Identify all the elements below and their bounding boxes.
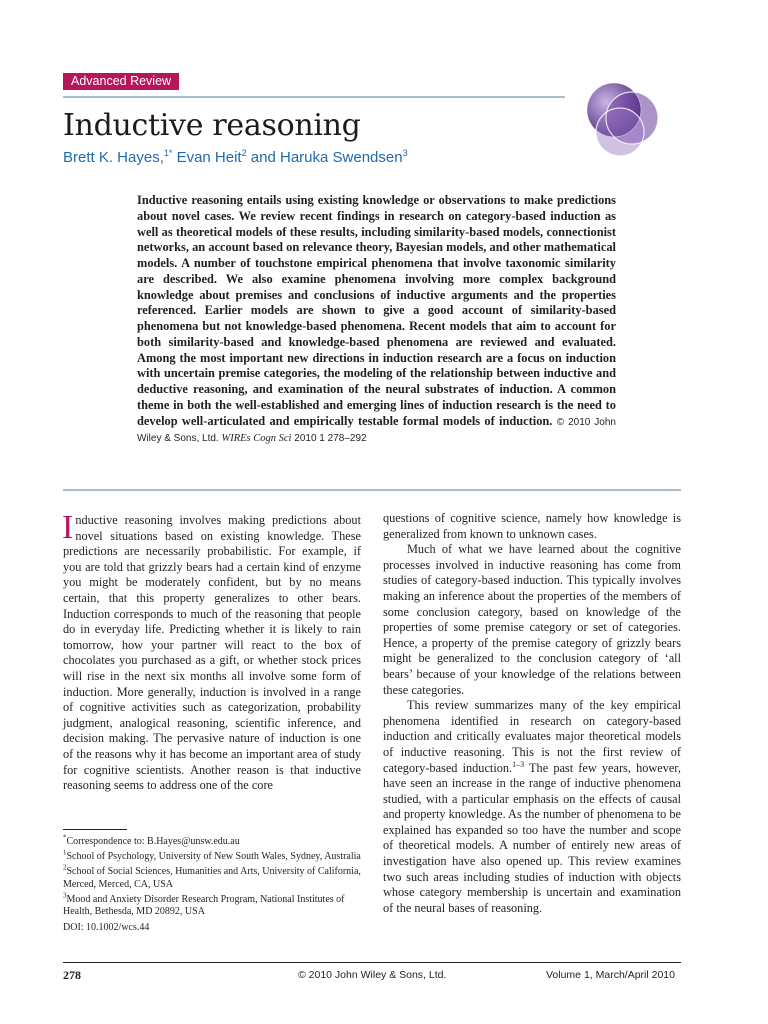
- article-title: Inductive reasoning: [63, 108, 361, 143]
- footnote-rule: [63, 829, 127, 830]
- body-paragraph: Much of what we have learned about the cognitive processes involved in inductive reasoning has come from studies of category-based induction. This typically involves making an inference about the properties of the members of some conclusion category, based on knowledge of the properties of some premise category or set of categories. Hence, a property of the premise category of grizzly bears might be generalized to the conclusion category of ‘all bears’ because of your knowledge of the relations between these categories.: [383, 542, 681, 697]
- author-conjunction: and: [250, 149, 276, 166]
- body-column-left: [62, 509, 361, 794]
- abstract-journal: WIREs Cogn Sci: [221, 433, 292, 445]
- footnotes: [63, 833, 361, 937]
- header-rule: [63, 96, 565, 98]
- footnote-doi: DOI: 10.1002/wcs.44: [63, 921, 150, 933]
- author-swendsen: Haruka Swendsen: [280, 149, 403, 166]
- author-hayes-affil: 1*: [163, 148, 173, 158]
- body-text: The past few years, however, have seen an increase in the range of inductive phenomena studied, with a particular emphasis on the effects of causal and property knowledge. As the number of phenomena to be explained has expanded so too have the number and scope of theoretical models. A number of entirely new areas of investigation have also opened up. This review examines two such areas including studies of induction with objects whose category membership is uncertain and examination of the neural bases of reasoning.: [383, 760, 681, 915]
- footnote-affiliation-3: $^3$Mood and Anxiety Disorder Research Program, National Institutes of Health, Bethesda, MD 20892, USA: [63, 891, 345, 918]
- abstract-copyright: © 2010 John Wiley & Sons, Ltd.: [137, 416, 616, 445]
- author-heit: Evan Heit: [176, 149, 242, 166]
- journal-logo-icon: [580, 80, 670, 160]
- footer-volume: Volume 1, March/April 2010: [546, 969, 675, 981]
- footnote-affiliation-2: $^2$School of Social Sciences, Humanities and Arts, University of California, Merced, Merced, CA, USA: [63, 863, 361, 890]
- body-paragraph: questions of cognitive science, namely how knowledge is generalized from known to unknown cases.: [383, 511, 681, 541]
- abstract-volume-pages: 2010 1 278–292: [294, 433, 367, 445]
- page-number: 278: [63, 968, 81, 982]
- drop-cap: I: [62, 509, 74, 546]
- abstract-rule: [63, 489, 681, 491]
- abstract: [137, 193, 616, 447]
- body-paragraph: nductive reasoning involves making predictions about novel situations based on existing knowledge. These predictions are necessarily probabilistic. For example, if you are told that grizzly bears had a certain kind of enzyme you might be moderately confident, but by no means certain, that this property generalizes to other bears. Induction corresponds to much of the reasoning that people do in everyday life. Predicting whether it is likely to rain tomorrow, how your partner will react to the box of chocolates you purchased as a gift, or whether stock prices will rise in the next six months all involve some form of induction. More generally, induction is involved in a range of cognitive activities such as categorization, probability judgment, analogical reasoning, scientific inference, and decision making. The pervasive nature of induction is one of the reasons why it has become an important area of study for cognitive scientists. Another reason is that inductive reasoning seems to address one of the core: [63, 513, 361, 793]
- author-swendsen-affil: 3: [402, 148, 408, 158]
- citation-superscript: 1–3: [512, 759, 525, 769]
- footer-rule: [63, 962, 681, 963]
- abstract-text: Inductive reasoning entails using existing knowledge or observations to make predictions about novel cases. We review recent findings in research on category-based induction as well as theoretical models of these results, including similarity-based models, connectionist networks, an account based on relevance theory, Bayesian models, and other mathematical models. A number of touchstone empirical phenomena that involve taxonomic similarity are described. We also examine phenomena involving more complex background knowledge about premises and conclusions of inductive arguments and the properties referenced. Earlier models are shown to give a good account of similarity-based phenomena but not knowledge-based phenomena. Recent models that aim to account for both similarity-based and knowledge-based phenomena are reviewed and evaluated. Among the most important new directions in induction research are a focus on induction with uncertain premise categories, the modeling of the relationship between inductive and deductive reasoning, and examination of the neural substrates of induction. A common theme in both the well-established and emerging lines of induction research is the need to develop well-articulated and empirically testable formal models of induction.: [137, 193, 616, 428]
- body-paragraph: [383, 698, 681, 916]
- author-hayes: Brett K. Hayes,: [63, 149, 164, 166]
- author-line: [63, 148, 408, 168]
- body-column-right: [383, 511, 681, 916]
- body-text: This review summarizes many of the key empirical phenomena identified in research on category-based induction and critically evaluates major theoretical models of inductive reasoning. This is not the first review of category-based induction.: [383, 698, 681, 775]
- footnote-affiliation-1: $^1$School of Psychology, University of New South Wales, Sydney, Australia: [63, 848, 361, 863]
- footer-copyright: © 2010 John Wiley & Sons, Ltd.: [298, 969, 447, 981]
- author-heit-affil: 2: [241, 148, 247, 158]
- footnote-correspondence: *Correspondence to: B.Hayes@unsw.edu.au: [63, 833, 240, 847]
- article-type-tag: Advanced Review: [63, 73, 179, 90]
